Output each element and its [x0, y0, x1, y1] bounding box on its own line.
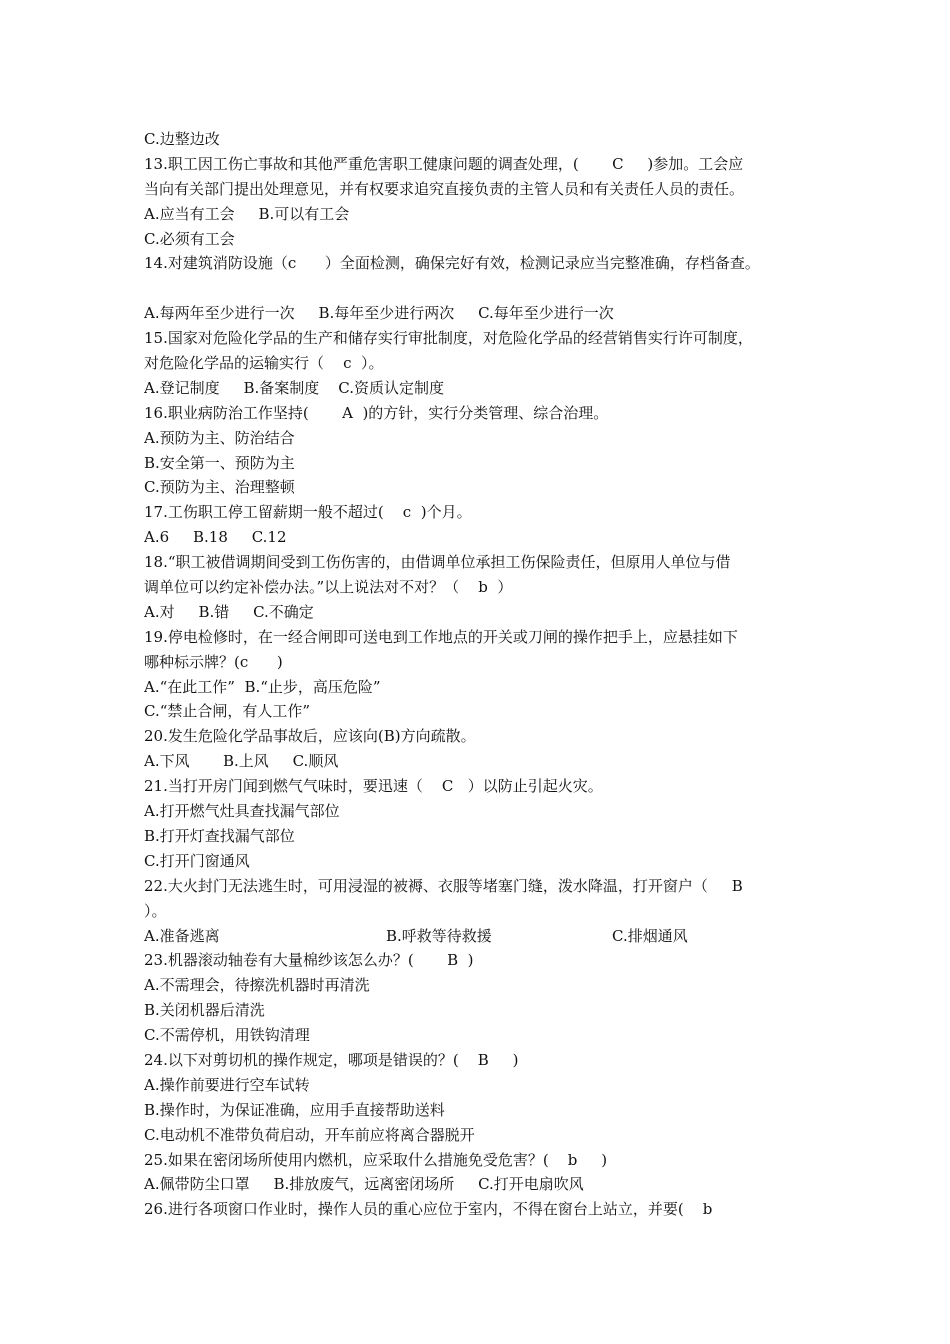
question-13-line-1: 13.职工因工伤亡事故和其他严重危害职工健康问题的调查处理，( C )参加。工会应: [144, 154, 744, 173]
question-19-line-2: 哪种标示牌？(c ): [144, 652, 283, 671]
question-22-option-c: C.排烟通风: [612, 926, 688, 945]
question-22-option-b: B.呼救等待救援: [386, 926, 492, 945]
question-26-line: 26.进行各项窗口作业时，操作人员的重心应位于室内，不得在窗台上站立，并要( b: [144, 1200, 713, 1219]
question-24-line: 24.以下对剪切机的操作规定，哪项是错误的？( B ): [144, 1050, 519, 1069]
question-21-line: 21.当打开房门闻到燃气气味时，要迅速（ C ）以防止引起火灾。: [144, 777, 603, 796]
question-18-options: A.对 B.错 C.不确定: [144, 602, 314, 621]
question-22-line-2: ）。: [144, 901, 167, 920]
question-14-options: A.每两年至少进行一次 B.每年至少进行两次 C.每年至少进行一次: [144, 304, 614, 323]
question-23-option-b: B.关闭机器后清洗: [144, 1001, 265, 1020]
blank-line: [144, 276, 820, 301]
document-body: [144, 127, 820, 1222]
question-23-line: 23.机器滚动轴卷有大量棉纱该怎么办？( B ): [144, 951, 474, 970]
question-19-line-1: 19.停电检修时，在一经合闸即可送电到工作地点的开关或刀闸的操作把手上，应悬挂如下: [144, 627, 738, 646]
question-22-options: [144, 924, 820, 949]
question-15-options: A.登记制度 B.备案制度 C.资质认定制度: [144, 378, 445, 397]
question-13-line-2: 当向有关部门提出处理意见，并有权要求追究直接负责的主管人员和有关责任人员的责任。: [144, 179, 745, 198]
question-17-options: A.6 B.18 C.12: [144, 528, 287, 547]
question-24-option-b: B.操作时，为保证准确，应用手直接帮助送料: [144, 1100, 445, 1119]
question-13-options-ab: A.应当有工会 B.可以有工会: [144, 204, 350, 223]
question-25-options: A.佩带防尘口罩 B.排放废气，远离密闭场所 C.打开电扇吹风: [144, 1175, 584, 1194]
question-14-line: 14.对建筑消防设施（c ）全面检测，确保完好有效，检测记录应当完整准确，存档备查。: [144, 254, 760, 273]
question-22-line-1: 22.大火封门无法逃生时，可用浸湿的被褥、衣服等堵塞门缝，泼水降温，打开窗户（ B: [144, 876, 743, 895]
question-13-option-c: C.必须有工会: [144, 229, 235, 248]
question-25-line: 25.如果在密闭场所使用内燃机，应采取什么措施免受危害？( b ): [144, 1150, 608, 1169]
question-24-option-c: C.电动机不准带负荷启动，开车前应将离合器脱开: [144, 1125, 475, 1144]
question-18-line-1: 18.“职工被借调期间受到工伤伤害的，由借调单位承担工伤保险责任，但原用人单位与借: [144, 553, 731, 572]
question-21-option-c: C.打开门窗通风: [144, 851, 250, 870]
question-18-line-2: 调单位可以约定补偿办法。”以上说法对不对？（ b ）: [144, 578, 513, 597]
question-19-option-c: C.“禁止合闸，有人工作”: [144, 702, 311, 721]
question-24-option-a: A.操作前要进行空车试转: [144, 1075, 310, 1094]
question-15-line-2: 对危险化学品的运输实行（ c ）。: [144, 354, 384, 373]
question-20-options: A.下风 B.上风 C.顺风: [144, 752, 339, 771]
question-16-option-a: A.预防为主、防治结合: [144, 428, 295, 447]
question-21-option-a: A.打开燃气灶具查找漏气部位: [144, 802, 340, 821]
question-16-line: 16.职业病防治工作坚持( A )的方针，实行分类管理、综合治理。: [144, 403, 609, 422]
question-21-option-b: B.打开灯查找漏气部位: [144, 826, 295, 845]
question-16-option-c: C.预防为主、治理整顿: [144, 478, 295, 497]
question-20-line: 20.发生危险化学品事故后，应该向(B)方向疏散。: [144, 727, 476, 746]
option-line: C.边整边改: [144, 130, 220, 148]
question-22-option-a: A.准备逃离: [144, 926, 220, 945]
question-17-line: 17.工伤职工停工留薪期一般不超过( c )个月。: [144, 503, 472, 522]
question-16-option-b: B.安全第一、预防为主: [144, 453, 295, 472]
question-19-options-ab: A.“在此工作” B.“止步，高压危险”: [144, 677, 381, 696]
question-23-option-c: C.不需停机，用铁钩清理: [144, 1026, 310, 1045]
question-15-line-1: 15.国家对危险化学品的生产和储存实行审批制度，对危险化学品的经营销售实行许可制度，: [144, 329, 753, 348]
question-23-option-a: A.不需理会，待擦洗机器时再清洗: [144, 976, 370, 995]
